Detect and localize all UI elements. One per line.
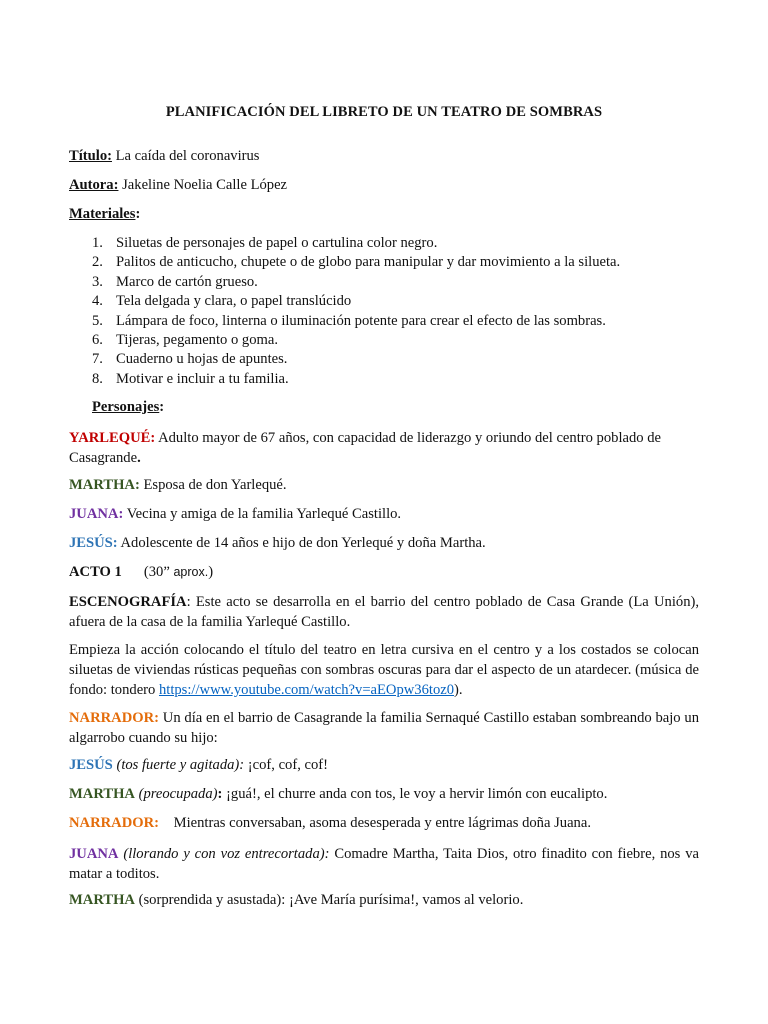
empieza-end: ).	[454, 682, 463, 698]
dialogue-narrador-1	[69, 708, 699, 748]
titulo-value: La caída del coronavirus	[115, 148, 260, 164]
character-desc: Esposa de don Yarlequé.	[139, 477, 287, 493]
list-text: Tijeras, pegamento o goma.	[116, 332, 278, 349]
acto-close: )	[208, 564, 214, 580]
escenografia-label: ESCENOGRAFÍA	[69, 594, 187, 610]
list-number: 2.	[92, 254, 103, 271]
character-name: MARTHA:	[69, 477, 140, 493]
list-text: Marco de cartón grueso.	[116, 273, 258, 290]
escenografia-paragraph	[69, 592, 699, 632]
acto-aprox: aprox.	[173, 565, 209, 579]
stage-direction: (llorando y con voz entrecortada):	[118, 846, 330, 862]
empieza-text: Empieza la acción colocando el título del teatro en letra cursiva en el centro y a los costados se colocan siluetas de viviendas rústicas pequeñas con sombras oscuras para dar el aspecto de un atardecer. (música de fondo: tondero	[69, 642, 699, 698]
speaker-name: MARTHA	[69, 892, 135, 908]
character-jesus	[69, 535, 486, 552]
character-juana	[69, 506, 401, 523]
list-text: Motivar e incluir a tu familia.	[116, 370, 289, 387]
dialogue-narrador-2	[69, 815, 591, 832]
autora-value: Jakeline Noelia Calle López	[122, 177, 288, 193]
list-item	[92, 234, 620, 253]
document-title: PLANIFICACIÓN DEL LIBRETO DE UN TEATRO DE SOMBRAS	[165, 104, 603, 120]
list-number: 5.	[92, 312, 103, 329]
list-text: Palitos de anticucho, chupete o de globo para manipular y dar movimiento a la silueta.	[116, 254, 621, 271]
titulo-label: Título:	[69, 148, 112, 164]
speaker-name: NARRADOR:	[69, 710, 159, 726]
direction-colon: :	[217, 786, 223, 802]
personajes-heading	[92, 399, 164, 416]
escenografia-text: : Este acto se desarrolla en el barrio del centro poblado de Casa Grande (La Unión), afuera de la casa de la familia Yarlequé Castillo.	[69, 594, 699, 630]
list-text: Lámpara de foco, linterna o iluminación potente para crear el efecto de las sombras.	[116, 312, 606, 329]
personajes-colon: :	[159, 399, 165, 415]
dialogue-text: ¡cof, cof, cof!	[244, 757, 329, 773]
acto-label: ACTO 1	[69, 564, 122, 580]
character-desc: Vecina y amiga de la familia Yarlequé Castillo.	[123, 506, 402, 522]
character-desc: Adulto mayor de 67 años, con capacidad de liderazgo y oriundo del centro poblado de Casagrande	[69, 430, 661, 466]
list-number: 3.	[92, 273, 103, 290]
autora-line	[69, 177, 287, 194]
youtube-link[interactable]: https://www.youtube.com/watch?v=aEOpw36toz0	[158, 682, 455, 698]
autora-label: Autora:	[69, 177, 119, 193]
list-item	[92, 350, 620, 369]
materiales-heading	[69, 206, 140, 223]
dialogue-jesus	[69, 757, 328, 774]
stage-direction: (preocupada)	[134, 786, 218, 802]
list-item	[92, 273, 620, 292]
dialogue-martha-1	[69, 786, 607, 803]
list-number: 7.	[92, 351, 103, 368]
character-name: JUANA:	[69, 506, 124, 522]
dialogue-text: (sorprendida y asustada): ¡Ave María purísima!, vamos al velorio.	[134, 892, 524, 908]
empieza-paragraph	[69, 640, 699, 700]
titulo-line	[69, 148, 259, 165]
dialogue-text: Un día en el barrio de Casagrande la familia Sernaqué Castillo estaban sombreando bajo un algarrobo cuando su hijo:	[69, 710, 699, 746]
list-item	[92, 312, 620, 331]
character-desc-end: .	[137, 450, 141, 466]
list-text: Tela delgada y clara, o papel translúcido	[116, 293, 352, 310]
acto-heading	[69, 564, 213, 581]
dialogue-martha-2	[69, 892, 523, 909]
list-item	[92, 331, 620, 350]
list-number: 6.	[92, 332, 103, 349]
character-desc: Adolescente de 14 años e hijo de don Yerlequé y doña Martha.	[117, 535, 486, 551]
character-martha	[69, 477, 287, 494]
list-item	[92, 253, 620, 272]
speaker-name: MARTHA	[69, 786, 135, 802]
dialogue-juana	[69, 844, 699, 884]
materiales-label: Materiales	[69, 206, 136, 222]
character-yarleque	[69, 428, 699, 468]
character-name: JESÚS:	[69, 535, 118, 551]
list-number: 1.	[92, 235, 103, 251]
character-name: YARLEQUÉ:	[69, 430, 156, 446]
speaker-name: JUANA	[69, 846, 119, 862]
stage-direction: (tos fuerte y agitada):	[112, 757, 245, 773]
list-text: Cuaderno u hojas de apuntes.	[116, 351, 288, 368]
personajes-label: Personajes	[92, 399, 160, 415]
materiales-list	[92, 234, 620, 389]
acto-time: (30”	[143, 564, 170, 580]
dialogue-text: ¡guá!, el churre anda con tos, le voy a hervir limón con eucalipto.	[222, 786, 608, 802]
materiales-colon: :	[135, 206, 141, 222]
list-text: Siluetas de personajes de papel o cartulina color negro.	[116, 235, 438, 251]
list-item	[92, 292, 620, 311]
list-number: 4.	[92, 293, 103, 310]
list-item	[92, 370, 620, 389]
speaker-name: NARRADOR:	[69, 815, 159, 831]
speaker-name: JESÚS	[69, 757, 113, 773]
dialogue-text: Comadre Martha, Taita Dios, otro finadito con fiebre, nos va matar a toditos.	[69, 846, 699, 882]
dialogue-text: Mientras conversaban, asoma desesperada y entre lágrimas doña Juana.	[159, 815, 591, 831]
list-number: 8.	[92, 370, 103, 387]
